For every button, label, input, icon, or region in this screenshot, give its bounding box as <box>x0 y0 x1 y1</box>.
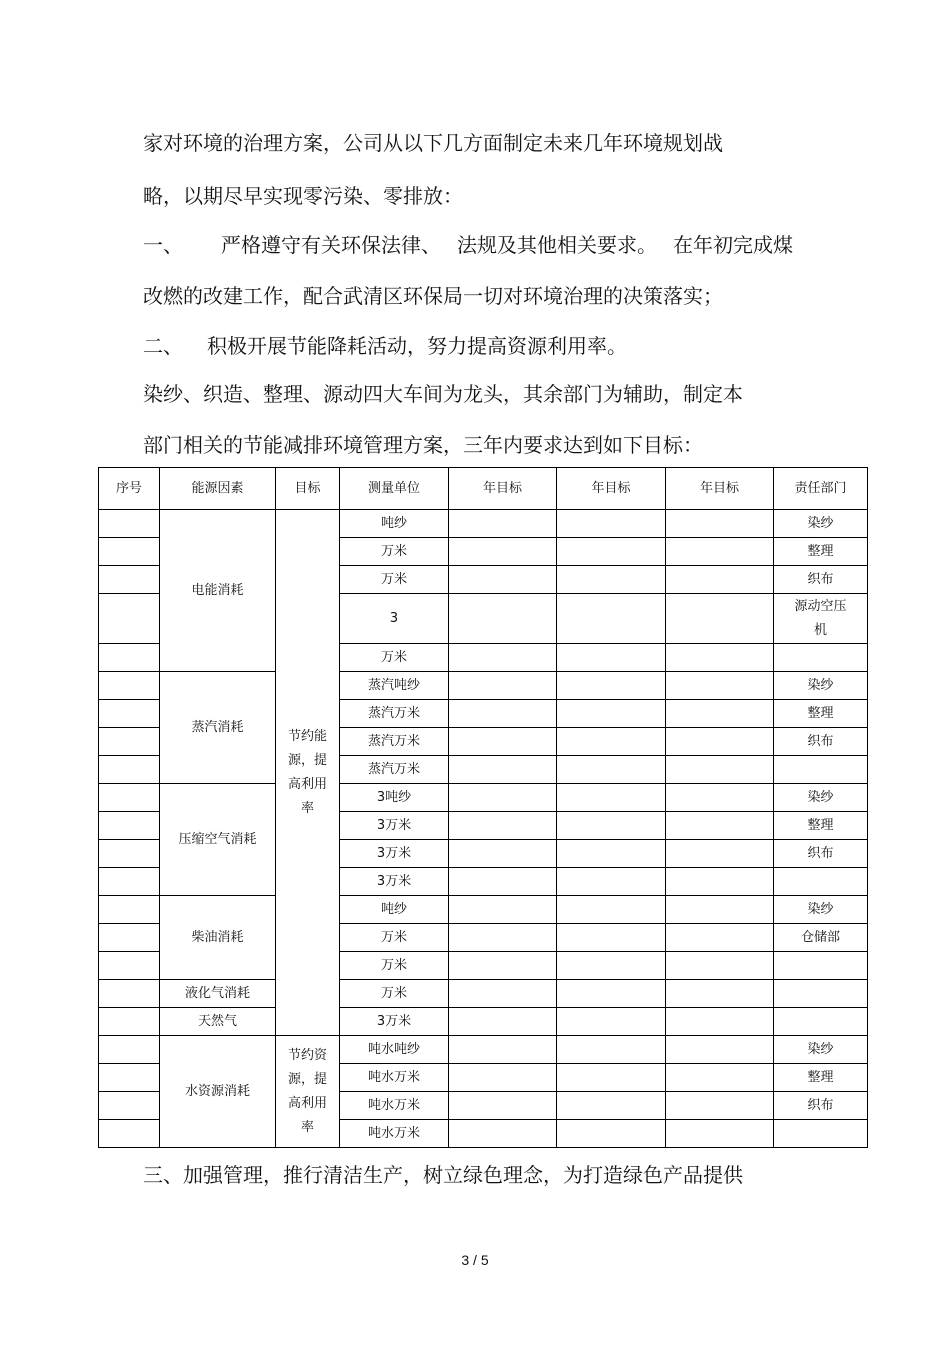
unit-cell: 万米 <box>340 566 449 594</box>
target-water: 节约资源，提高利用率 <box>276 1036 340 1148</box>
seq-cell <box>99 1036 160 1064</box>
paragraph-line-7: 部门相关的节能减排环境管理方案，三年内要求达到如下目标： <box>143 433 703 457</box>
seq-cell <box>99 644 160 672</box>
dept-cell <box>774 756 868 784</box>
group-compressed-air: 压缩空气消耗 <box>160 784 276 896</box>
item-number-2: 二、 <box>143 334 183 358</box>
header-target: 目标 <box>276 468 340 510</box>
dept-cell: 整理 <box>774 700 868 728</box>
group-steam: 蒸汽消耗 <box>160 672 276 784</box>
paragraph-line-6: 染纱、织造、整理、源动四大车间为龙头，其余部门为辅助，制定本 <box>143 382 743 406</box>
unit-cell: 吨水万米 <box>340 1064 449 1092</box>
table-row <box>99 896 868 924</box>
unit-cell: 蒸汽吨纱 <box>340 672 449 700</box>
unit-cell: 万米 <box>340 924 449 952</box>
unit-cell: 蒸汽万米 <box>340 728 449 756</box>
group-electric: 电能消耗 <box>160 510 276 672</box>
dept-cell: 染纱 <box>774 672 868 700</box>
table-row <box>99 784 868 812</box>
seq-cell <box>99 952 160 980</box>
seq-cell <box>99 924 160 952</box>
item-2-text: 积极开展节能降耗活动，努力提高资源利用率。 <box>207 334 627 358</box>
dept-cell: 源动空压机 <box>774 594 868 644</box>
seq-cell <box>99 840 160 868</box>
header-seq: 序号 <box>99 468 160 510</box>
seq-cell <box>99 980 160 1008</box>
dept-cell: 整理 <box>774 1064 868 1092</box>
unit-cell: 3万米 <box>340 868 449 896</box>
dept-cell <box>774 980 868 1008</box>
page-number: 3 / 5 <box>461 1252 489 1268</box>
header-year-target-1: 年目标 <box>449 468 557 510</box>
table-row <box>99 1036 868 1064</box>
paragraph-line-4: 改燃的改建工作，配合武清区环保局一切对环境治理的决策落实； <box>143 284 723 308</box>
dept-cell: 染纱 <box>774 1036 868 1064</box>
paragraph-line-3 <box>143 233 793 257</box>
group-natural-gas: 天然气 <box>160 1008 276 1036</box>
unit-cell: 万米 <box>340 644 449 672</box>
unit-cell: 3万米 <box>340 1008 449 1036</box>
unit-cell: 3万米 <box>340 812 449 840</box>
dept-cell: 织布 <box>774 1092 868 1120</box>
seq-cell <box>99 594 160 644</box>
header-energy-factor: 能源因素 <box>160 468 276 510</box>
item-1-text-a: 严格遵守有关环保法律、 <box>221 233 441 257</box>
item-1-text-c: 在年初完成煤 <box>673 233 793 257</box>
unit-cell: 万米 <box>340 952 449 980</box>
paragraph-line-5 <box>143 334 627 358</box>
unit-cell: 吨水吨纱 <box>340 1036 449 1064</box>
dept-cell: 染纱 <box>774 896 868 924</box>
dept-cell: 织布 <box>774 728 868 756</box>
table-row <box>99 510 868 538</box>
seq-cell <box>99 1008 160 1036</box>
dept-cell <box>774 1008 868 1036</box>
table-row <box>99 672 868 700</box>
unit-cell: 蒸汽万米 <box>340 756 449 784</box>
item-1-text-b: 法规及其他相关要求。 <box>457 233 657 257</box>
header-unit: 测量单位 <box>340 468 449 510</box>
group-lpg: 液化气消耗 <box>160 980 276 1008</box>
dept-cell: 织布 <box>774 566 868 594</box>
dept-cell: 染纱 <box>774 784 868 812</box>
table-row <box>99 980 868 1008</box>
seq-cell <box>99 566 160 594</box>
header-year-target-3: 年目标 <box>666 468 774 510</box>
seq-cell <box>99 538 160 566</box>
dept-cell <box>774 952 868 980</box>
unit-cell: 万米 <box>340 980 449 1008</box>
unit-cell: 3吨纱 <box>340 784 449 812</box>
seq-cell <box>99 672 160 700</box>
energy-target-table <box>98 467 868 1148</box>
unit-cell: 3 <box>340 594 449 644</box>
seq-cell <box>99 700 160 728</box>
dept-cell <box>774 644 868 672</box>
dept-cell: 整理 <box>774 538 868 566</box>
item-number-1: 一、 <box>143 233 183 257</box>
unit-cell: 3万米 <box>340 840 449 868</box>
unit-cell: 吨纱 <box>340 896 449 924</box>
unit-cell: 吨水万米 <box>340 1092 449 1120</box>
seq-cell <box>99 784 160 812</box>
seq-cell <box>99 1064 160 1092</box>
header-dept: 责任部门 <box>774 468 868 510</box>
seq-cell <box>99 756 160 784</box>
unit-cell: 吨水万米 <box>340 1120 449 1148</box>
dept-cell: 整理 <box>774 812 868 840</box>
paragraph-line-8: 三、加强管理，推行清洁生产，树立绿色理念，为打造绿色产品提供 <box>143 1163 743 1187</box>
seq-cell <box>99 510 160 538</box>
seq-cell <box>99 896 160 924</box>
unit-cell: 吨纱 <box>340 510 449 538</box>
dept-cell: 仓储部 <box>774 924 868 952</box>
table-header-row <box>99 468 868 510</box>
group-water: 水资源消耗 <box>160 1036 276 1148</box>
seq-cell <box>99 1120 160 1148</box>
dept-cell: 染纱 <box>774 510 868 538</box>
paragraph-line-2: 略，以期尽早实现零污染、零排放： <box>143 184 463 208</box>
unit-cell: 万米 <box>340 538 449 566</box>
seq-cell <box>99 1092 160 1120</box>
header-year-target-2: 年目标 <box>557 468 666 510</box>
group-diesel: 柴油消耗 <box>160 896 276 980</box>
seq-cell <box>99 812 160 840</box>
seq-cell <box>99 728 160 756</box>
paragraph-line-1: 家对环境的治理方案，公司从以下几方面制定未来几年环境规划战 <box>143 131 723 155</box>
dept-cell <box>774 1120 868 1148</box>
seq-cell <box>99 868 160 896</box>
dept-cell <box>774 868 868 896</box>
target-energy: 节约能源，提高利用率 <box>276 510 340 1036</box>
table-row <box>99 1008 868 1036</box>
dept-cell: 织布 <box>774 840 868 868</box>
unit-cell: 蒸汽万米 <box>340 700 449 728</box>
